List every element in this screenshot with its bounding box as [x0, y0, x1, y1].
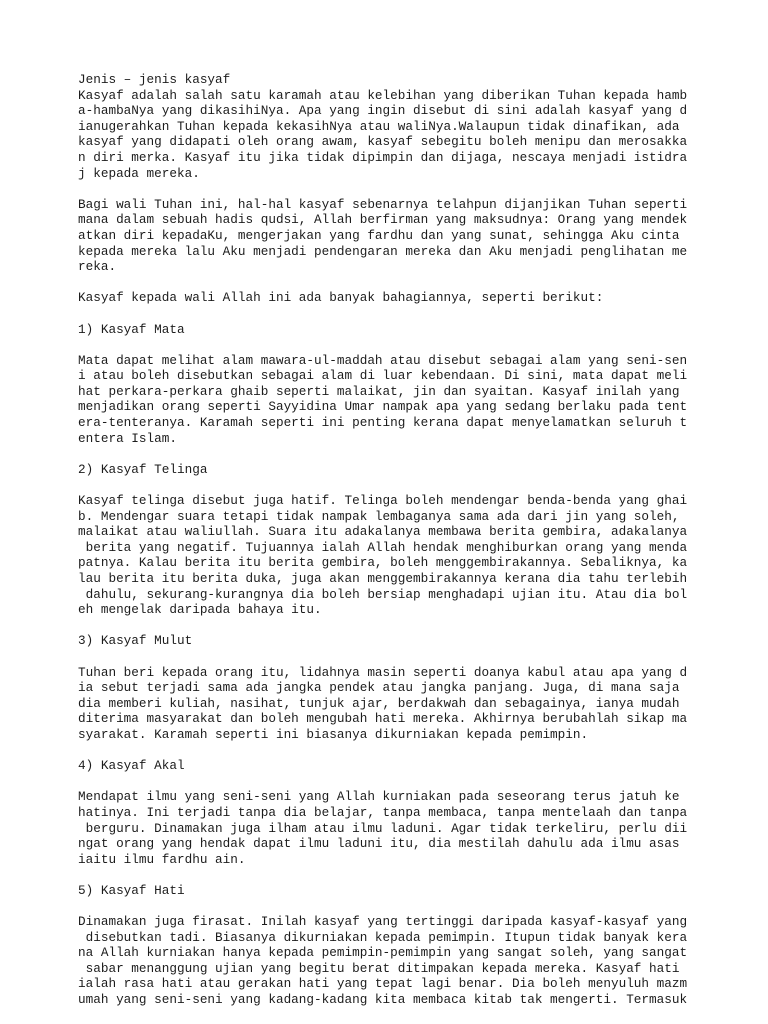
text-line: Kasyaf adalah salah satu karamah atau kelebihan yang diberikan Tuhan kepada hamb [78, 87, 688, 103]
text-line: kepada mereka lalu Aku menjadi pendengaran mereka dan Aku menjadi penglihatan me [78, 243, 688, 259]
text-line: menjadikan orang seperti Sayyidina Umar nampak apa yang sedang berlaku pada tent [78, 399, 688, 415]
text-line: dia memberi kuliah, nasihat, tunjuk ajar, berdakwah dan sebagainya, ianya mudah [78, 695, 680, 711]
text-line: entera Islam. [78, 430, 177, 446]
text-line: n diri merka. Kasyaf itu jika tidak dipimpin dan dijaga, nescaya menjadi istidra [78, 149, 688, 165]
paragraph-gap [78, 649, 758, 665]
text-line: Dinamakan juga firasat. Inilah kasyaf yang tertinggi daripada kasyaf-kasyaf yang [78, 914, 688, 930]
text-line: diterima masyarakat dan boleh mengubah hati mereka. Akhirnya berubahlah sikap ma [78, 711, 688, 727]
text-line: iaitu ilmu fardhu ain. [78, 851, 246, 867]
document-body [78, 72, 758, 1008]
paragraph-gap [78, 774, 758, 790]
section-heading: 3) Kasyaf Mulut [78, 633, 193, 649]
text-line: Mata dapat melihat alam mawara-ul-maddah atau disebut sebagai alam yang seni-sen [78, 352, 688, 368]
text-line: umah yang seni-seni yang kadang-kadang kita membaca kitab tak mengerti. Termasuk [78, 992, 688, 1008]
paragraph-gap [78, 337, 758, 353]
paragraph-gap [78, 867, 758, 883]
text-line: disebutkan tadi. Biasanya dikurniakan kepada pemimpin. Itupun tidak banyak kera [78, 929, 688, 945]
document-title: Jenis – jenis kasyaf [78, 72, 231, 87]
text-line: berguru. Dinamakan juga ilham atau ilmu laduni. Agar tidak terkeliru, perlu dii [78, 820, 688, 836]
text-line: hatinya. Ini terjadi tanpa dia belajar, tanpa membaca, tanpa mentelaah dan tanpa [78, 804, 688, 820]
text-line: syarakat. Karamah seperti ini biasanya dikurniakan kepada pemimpin. [78, 726, 589, 742]
section-heading: 5) Kasyaf Hati [78, 882, 185, 898]
paragraph-gap [78, 275, 758, 291]
text-line: dahulu, sekurang-kurangnya dia boleh bersiap menghadapi ujian itu. Atau dia bol [78, 586, 688, 602]
paragraph-gap [78, 446, 758, 462]
text-line: lau berita itu berita duka, juga akan menggembirakannya kerana dia tahu terlebih [78, 571, 688, 586]
text-line: era-tenteranya. Karamah seperti ini penting kerana dapat menyelamatkan seluruh t [78, 415, 688, 431]
text-line: patnya. Kalau berita itu berita gembira, boleh menggembirakannya. Sebaliknya, ka [78, 555, 688, 571]
paragraph-gap [78, 306, 758, 322]
text-line: ianugerahkan Tuhan kepada kekasihNya atau waliNya.Walaupun tidak dinafikan, ada [78, 118, 680, 134]
text-line: b. Mendengar suara tetapi tidak nampak lembaganya sama ada dari jin yang soleh, [78, 508, 680, 524]
text-line: a-hambaNya yang dikasihiNya. Apa yang ingin disebut di sini adalah kasyaf yang d [78, 103, 688, 119]
paragraph-gap [78, 477, 758, 493]
text-line: na Allah kurniakan hanya kepada pemimpin-pemimpin yang sangat soleh, yang sangat [78, 945, 688, 961]
paragraph-gap [78, 181, 758, 197]
section-heading: 4) Kasyaf Akal [78, 758, 185, 774]
text-line: sabar menanggung ujian yang begitu berat ditimpakan kepada mereka. Kasyaf hati [78, 960, 680, 976]
text-line: ialah rasa hati atau gerakan hati yang tepat lagi benar. Dia boleh menyuluh mazm [78, 976, 688, 992]
text-line: atkan diri kepadaKu, mengerjakan yang fardhu dan yang sunat, sehingga Aku cinta [78, 227, 680, 243]
paragraph-gap [78, 898, 758, 914]
text-line: ia sebut terjadi sama ada jangka pendek atau jangka panjang. Juga, di mana saja [78, 680, 680, 696]
text-line: Mendapat ilmu yang seni-seni yang Allah kurniakan pada seseorang terus jatuh ke [78, 789, 680, 805]
text-line: eh mengelak daripada bahaya itu. [78, 602, 322, 618]
text-line: i atau boleh disebutkan sebagai alam di luar kebendaan. Di sini, mata dapat meli [78, 368, 688, 384]
paragraph-gap [78, 618, 758, 634]
section-heading: 2) Kasyaf Telinga [78, 461, 208, 477]
text-line: hat perkara-perkara ghaib seperti malaikat, jin dan syaitan. Kasyaf inilah yang [78, 383, 680, 399]
text-line: Kasyaf telinga disebut juga hatif. Telinga boleh mendengar benda-benda yang ghai [78, 493, 688, 509]
text-line: ngat orang yang hendak dapat ilmu laduni itu, dia mestilah dahulu ada ilmu asas [78, 836, 680, 852]
section-heading: 1) Kasyaf Mata [78, 321, 185, 337]
text-line: Kasyaf kepada wali Allah ini ada banyak bahagiannya, seperti berikut: [78, 290, 604, 306]
text-line: malaikat atau waliullah. Suara itu adakalanya membawa berita gembira, adakalanya [78, 524, 688, 540]
paragraph-gap [78, 743, 758, 759]
text-line: Tuhan beri kepada orang itu, lidahnya masin seperti doanya kabul atau apa yang d [78, 664, 688, 680]
text-line: kasyaf yang didapati oleh orang awam, kasyaf sebegitu boleh menipu dan merosakka [78, 134, 688, 150]
text-line: berita yang negatif. Tujuannya ialah Allah hendak menghiburkan orang yang menda [78, 539, 688, 555]
text-line: Bagi wali Tuhan ini, hal-hal kasyaf sebenarnya telahpun dijanjikan Tuhan seperti [78, 196, 688, 212]
text-line: j kepada mereka. [78, 165, 200, 181]
text-line: reka. [78, 259, 117, 275]
text-line: mana dalam sebuah hadis qudsi, Allah berfirman yang maksudnya: Orang yang mendek [78, 212, 688, 228]
